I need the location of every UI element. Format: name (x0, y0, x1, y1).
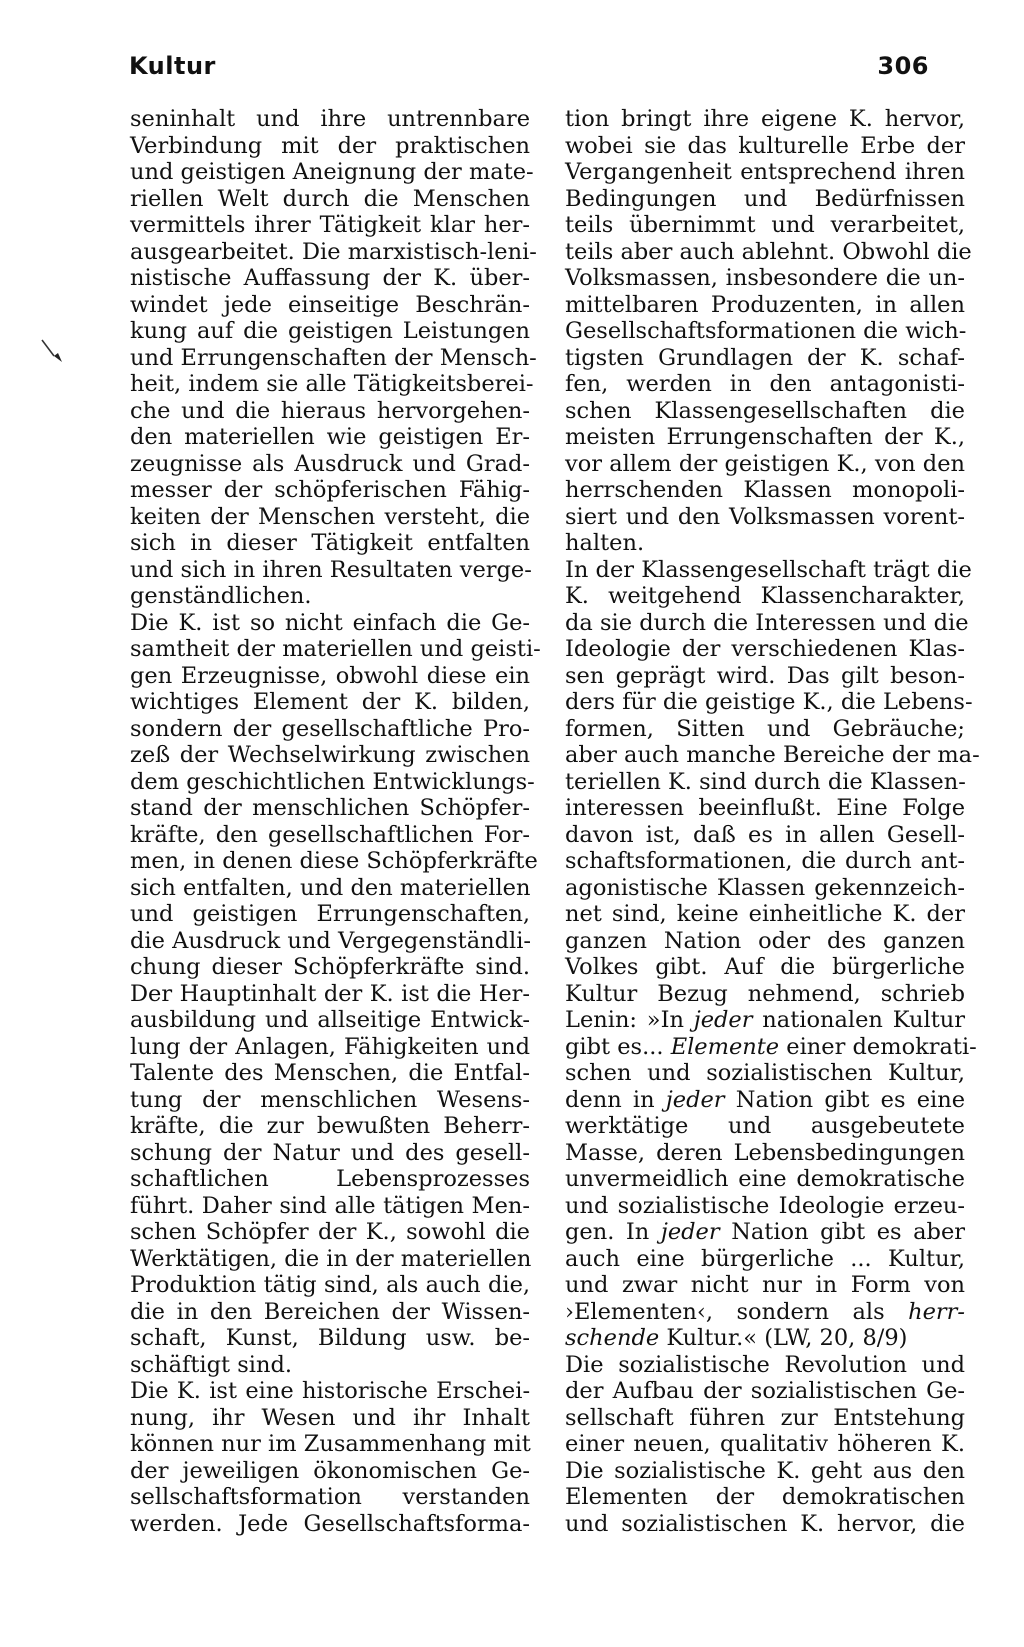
text-line: teils aber auch ablehnt. Obwohl die (565, 238, 972, 265)
text-line: tion bringt ihre eigene K. hervor, (565, 106, 965, 132)
text-line: gen Erzeugnisse, obwohl diese ein (130, 662, 531, 689)
text-line: wichtiges Element der K. bilden, (130, 689, 530, 715)
text-line: che und die hieraus hervorgehen- (130, 397, 531, 424)
text-line: schende Kultur.« (LW, 20, 8/9) (565, 1325, 908, 1351)
text-line: tung der menschlichen Wesens- (130, 1086, 531, 1113)
text-line: net sind, keine einheitliche K. der (565, 901, 965, 927)
text-line: meisten Errungenschaften der K., (565, 424, 966, 450)
text-line: messer der schöpferischen Fähig- (130, 477, 531, 503)
text-line: schaftsformationen, die durch ant- (565, 848, 966, 874)
text-line: Elementen der demokratischen (565, 1484, 966, 1510)
text-line: auch eine bürgerliche ... Kultur, (565, 1245, 966, 1272)
text-line: werden. Jede Gesellschaftsforma- (130, 1510, 531, 1537)
text-line: halten. (565, 530, 645, 556)
text-line: sich entfalten, und den materiellen (130, 874, 531, 901)
text-line: schäftigt sind. (130, 1351, 293, 1378)
text-line: kräfte, die zur bewußten Beherr- (130, 1113, 531, 1139)
text-line: unvermeidlich eine demokratische (565, 1166, 965, 1192)
text-line: Produktion tätig sind, als auch die, (130, 1272, 531, 1298)
text-line: Vergangenheit entsprechend ihren (565, 159, 965, 185)
left-text-column (130, 106, 541, 1537)
text-line: keiten der Menschen versteht, die (130, 503, 531, 530)
text-line: Die K. ist eine historische Erschei- (130, 1378, 531, 1404)
text-line: sondern der gesellschaftliche Pro- (130, 715, 530, 742)
text-line: Volksmassen, insbesondere die un- (565, 265, 966, 291)
text-line: einer neuen, qualitativ höheren K. (565, 1431, 966, 1457)
text-line: schen und sozialistischen Kultur, (565, 1060, 966, 1086)
text-line: siert und den Volksmassen vorent- (565, 503, 966, 530)
text-line: Volkes gibt. Auf die bürgerliche (565, 954, 965, 980)
text-line: zeß der Wechselwirkung zwischen (130, 742, 530, 768)
text-line: schen Klassengesellschaften die (565, 397, 965, 424)
text-line: die in den Bereichen der Wissen- (130, 1298, 531, 1325)
text-line: den materiellen wie geistigen Er- (130, 424, 530, 450)
text-line: können nur im Zusammenhang mit (130, 1431, 531, 1457)
text-line: seninhalt und ihre untrennbare (130, 106, 531, 132)
text-line: stand der menschlichen Schöpfer- (130, 795, 531, 821)
text-line: sellschaft führen zur Entstehung (565, 1404, 966, 1431)
text-line: ders für die geistige K., die Lebens- (565, 689, 973, 715)
text-line: Kultur Bezug nehmend, schrieb (565, 980, 966, 1007)
text-line: und zwar nicht nur in Form von (565, 1272, 966, 1298)
text-line: schen Schöpfer der K., sowohl die (130, 1219, 530, 1245)
text-line: gibt es... Elemente einer demokrati- (565, 1033, 977, 1060)
text-line: herrschenden Klassen monopoli- (565, 477, 965, 503)
text-line: Die sozialistische K. geht aus den (565, 1457, 965, 1484)
text-line: heit, indem sie alle Tätigkeitsberei- (130, 371, 534, 397)
margin-pencil-mark (40, 338, 68, 368)
text-line: der jeweiligen ökonomischen Ge- (130, 1457, 530, 1484)
text-line: denn in jeder Nation gibt es eine (565, 1086, 966, 1113)
text-line: Werktätigen, die in der materiellen (130, 1245, 532, 1272)
text-line: dem geschichtlichen Entwicklungs- (130, 768, 535, 795)
text-line: fen, werden in den antagonisti- (565, 371, 966, 397)
text-line: Die K. ist so nicht einfach die Ge- (130, 609, 531, 636)
text-line: sich in dieser Tätigkeit entfalten (130, 530, 531, 556)
text-line: vor allem der geistigen K., von den (565, 450, 966, 477)
text-line: Lenin: »In jeder nationalen Kultur (565, 1007, 965, 1033)
running-head-section: Kultur (129, 52, 216, 80)
text-line: und geistigen Errungenschaften, (130, 901, 531, 927)
text-line: windet jede einseitige Beschrän- (130, 291, 530, 318)
right-text-column (565, 106, 980, 1537)
text-line: kräfte, den gesellschaftlichen For- (130, 821, 530, 848)
text-line: wobei sie das kulturelle Erbe der (565, 132, 965, 159)
text-line: Masse, deren Lebensbedingungen (565, 1139, 965, 1166)
text-line: agonistische Klassen gekennzeich- (565, 874, 965, 901)
text-line: Ideologie der verschiedenen Klas- (565, 636, 966, 662)
text-line: genständlichen. (130, 583, 312, 609)
text-line: schaftlichen Lebensprozesses (130, 1166, 530, 1192)
text-line: ›Elementen‹, sondern als herr- (565, 1298, 965, 1325)
text-line: Talente des Menschen, die Entfal- (130, 1060, 530, 1086)
text-line: teriellen K. sind durch die Klassen- (565, 768, 966, 795)
text-line: Gesellschaftsformationen die wich- (565, 318, 967, 344)
text-line: men, in denen diese Schöpferkräfte (130, 848, 538, 874)
page-number: 306 (877, 52, 929, 80)
text-line: Die sozialistische Revolution und (565, 1351, 966, 1378)
text-line: K. weitgehend Klassencharakter, (565, 583, 966, 609)
text-line: aber auch manche Bereiche der ma- (565, 742, 980, 768)
text-line: mittelbaren Produzenten, in allen (565, 291, 965, 318)
text-line: kung auf die geistigen Leistungen (130, 318, 531, 344)
text-line: In der Klassengesellschaft trägt die (565, 556, 972, 583)
text-line: davon ist, daß es in allen Gesell- (565, 821, 966, 848)
text-line: lung der Anlagen, Fähigkeiten und (130, 1033, 531, 1060)
text-line: die Ausdruck und Vergegenständli- (130, 927, 532, 954)
text-line: der Aufbau der sozialistischen Ge- (565, 1378, 966, 1404)
text-line: sen geprägt wird. Das gilt beson- (565, 662, 965, 689)
text-line: teils übernimmt und verarbeitet, (565, 212, 966, 238)
text-line: und sich in ihren Resultaten verge- (130, 556, 532, 583)
text-line: riellen Welt durch die Menschen (130, 185, 530, 212)
text-line: nistische Auffassung der K. über- (130, 265, 531, 291)
text-line: und sozialistischen K. hervor, die (565, 1510, 965, 1537)
text-line: chung dieser Schöpferkräfte sind. (130, 954, 531, 980)
text-line: und Errungenschaften der Mensch- (130, 344, 537, 371)
text-line: gen. In jeder Nation gibt es aber (565, 1219, 966, 1245)
text-line: nung, ihr Wesen und ihr Inhalt (130, 1404, 530, 1431)
text-line: schung der Natur und des gesell- (130, 1139, 530, 1166)
text-line: samtheit der materiellen und geisti- (130, 636, 541, 662)
text-line: Verbindung mit der praktischen (130, 132, 530, 159)
text-line: ausgearbeitet. Die marxistisch-leni- (130, 238, 537, 265)
text-line: tigsten Grundlagen der K. schaf- (565, 344, 965, 371)
text-line: schaft, Kunst, Bildung usw. be- (130, 1325, 531, 1351)
text-line: Der Hauptinhalt der K. ist die Her- (130, 980, 531, 1007)
text-line: ganzen Nation oder des ganzen (565, 927, 966, 954)
text-line: und sozialistische Ideologie erzeu- (565, 1192, 965, 1219)
text-line: vermittels ihrer Tätigkeit klar her- (130, 212, 531, 238)
text-line: sellschaftsformation verstanden (130, 1484, 530, 1510)
text-line: Bedingungen und Bedürfnissen (565, 185, 966, 212)
text-line: und geistigen Aneignung der mate- (130, 159, 534, 185)
text-line: führt. Daher sind alle tätigen Men- (130, 1192, 530, 1219)
text-line: zeugnisse als Ausdruck und Grad- (130, 450, 530, 477)
text-line: da sie durch die Interessen und die (565, 609, 969, 636)
text-line: interessen beeinflußt. Eine Folge (565, 795, 966, 821)
text-line: formen, Sitten und Gebräuche; (565, 715, 966, 742)
text-line: werktätige und ausgebeutete (565, 1113, 966, 1139)
text-line: ausbildung und allseitige Entwick- (130, 1007, 531, 1033)
